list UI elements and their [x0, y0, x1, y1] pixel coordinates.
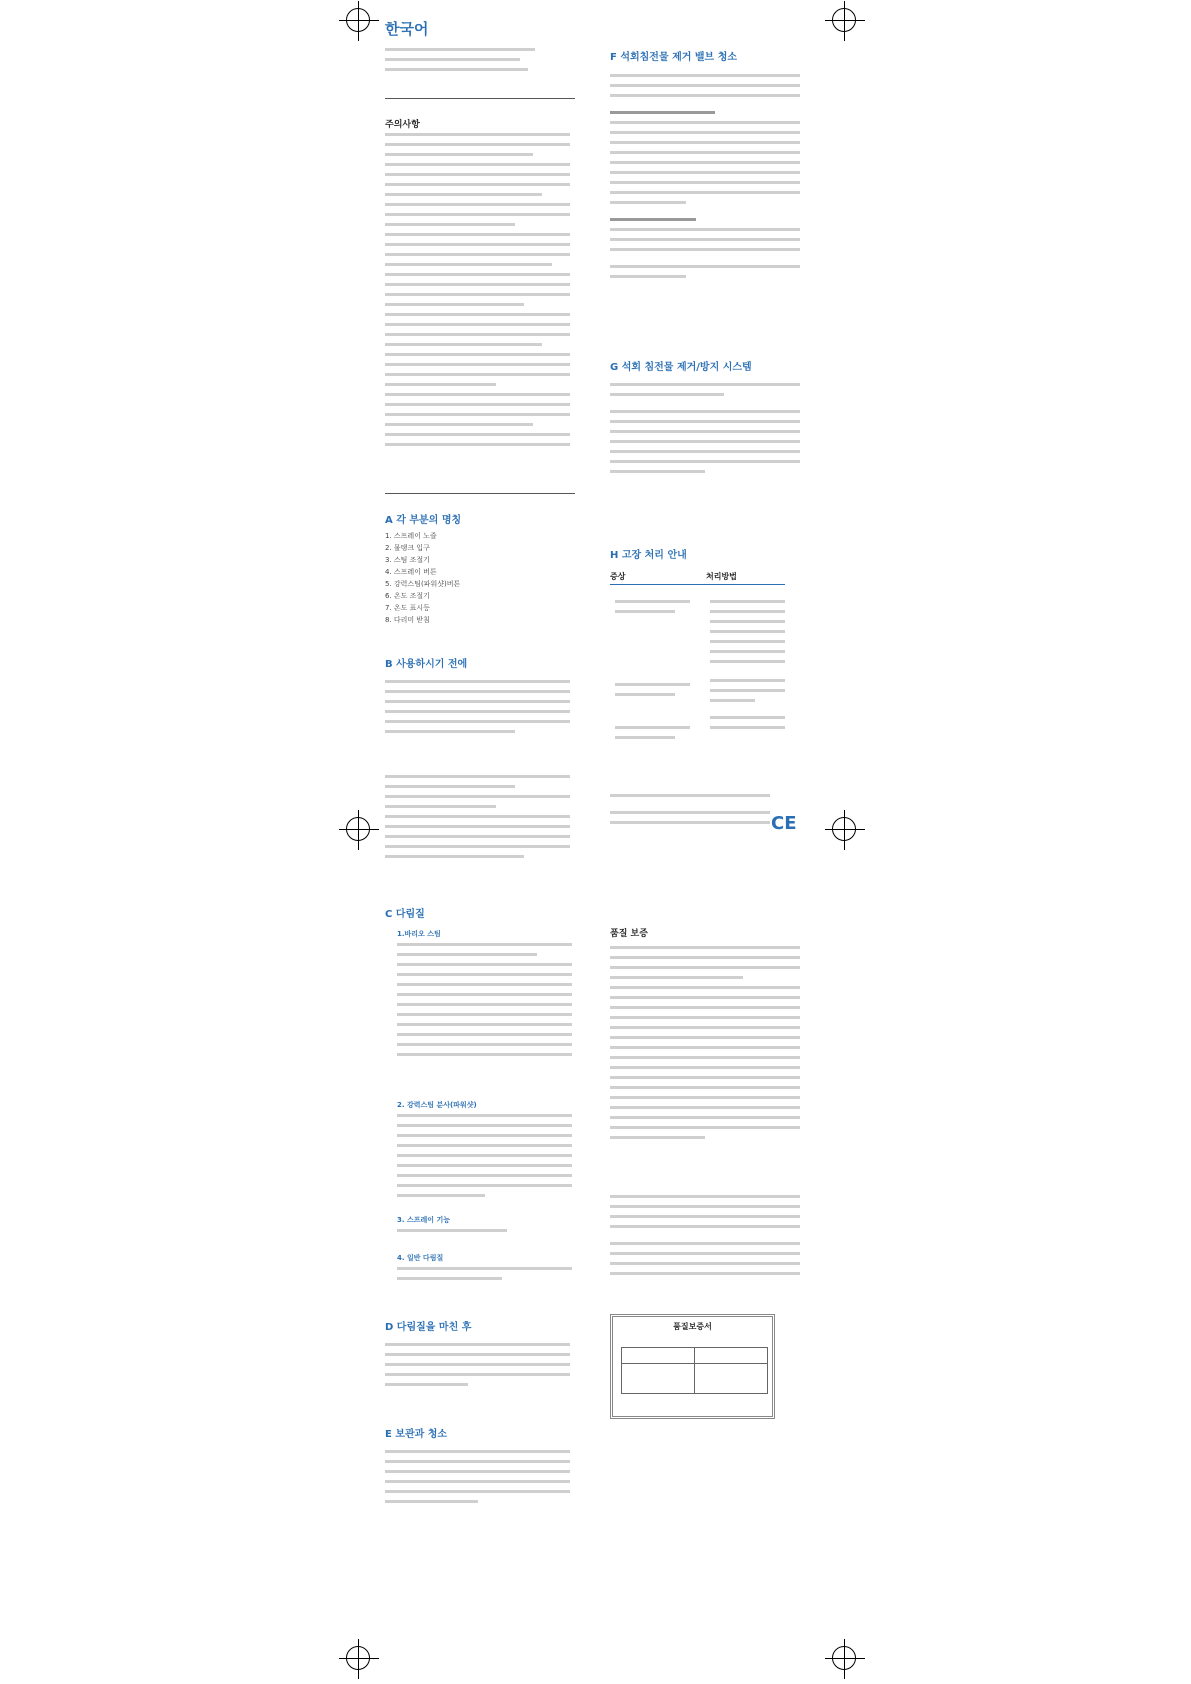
ce-mark-icon: CE: [771, 813, 797, 834]
list-item: 7. 온도 표시등: [385, 604, 430, 612]
section-g-heading: G 석회 침전물 제거/방지 시스템: [610, 362, 752, 373]
crop-mark-icon: [346, 8, 370, 32]
section-h-heading: H 고장 처리 안내: [610, 550, 687, 561]
section-b-bullets: [385, 775, 570, 865]
certificate-title: 품질보증서: [673, 1322, 712, 1331]
crop-mark-icon: [832, 817, 856, 841]
section-c-text: [397, 943, 572, 1063]
section-c-heading: C 다림질: [385, 909, 425, 920]
remedy-column-header: 처리방법: [706, 572, 737, 581]
list-item: 8. 다리미 받침: [385, 616, 430, 624]
section-f-heading: F 석회침전물 제거 밸브 청소: [610, 52, 738, 63]
list-item: 1. 스프레이 노즐: [385, 532, 437, 540]
divider: [385, 493, 575, 494]
precautions-heading: 주의사항: [385, 120, 420, 130]
troubleshooting-table-header: [610, 571, 785, 585]
power-shot-text: [397, 1114, 572, 1204]
list-item: 5. 강력스팀(파워샷)버튼: [385, 580, 461, 588]
section-d-heading: D 다림질을 마친 후: [385, 1322, 472, 1333]
language-title: 한국어: [385, 20, 429, 38]
vario-steam-subheading: 1.바리오 스팀: [397, 930, 441, 938]
parts-list: [385, 530, 460, 626]
list-item: 6. 온도 조절기: [385, 592, 430, 600]
section-e-text: [385, 1450, 570, 1510]
symptom-column-header: 증상: [610, 572, 626, 581]
crop-mark-icon: [346, 817, 370, 841]
spray-text: [397, 1229, 507, 1239]
section-e-heading: E 보관과 청소: [385, 1429, 448, 1440]
crop-mark-icon: [832, 1646, 856, 1670]
troubleshooting-symptoms: [615, 600, 690, 746]
dry-ironing-subheading: 4. 일반 다림질: [397, 1254, 444, 1262]
section-d-text: [385, 1343, 570, 1393]
dry-ironing-text: [397, 1267, 572, 1287]
section-f-text: [610, 74, 800, 285]
precautions-text: [385, 133, 570, 453]
certificate-grid: [621, 1347, 768, 1394]
power-shot-subheading: 2. 강력스팀 분사(파워샷): [397, 1101, 477, 1109]
warranty-certificate: [610, 1314, 775, 1419]
section-a-heading: A 각 부분의 명칭: [385, 515, 462, 526]
notice-text: [610, 794, 770, 831]
crop-mark-icon: [832, 8, 856, 32]
divider: [385, 98, 575, 99]
intro-text: [385, 48, 535, 78]
warranty-text: [610, 946, 800, 1146]
service-text: [610, 1195, 800, 1282]
spray-subheading: 3. 스프레이 기능: [397, 1216, 450, 1224]
crop-mark-icon: [346, 1646, 370, 1670]
list-item: 4. 스프레이 버튼: [385, 568, 437, 576]
section-g-text: [610, 383, 800, 480]
warranty-heading: 품질 보증: [610, 929, 648, 939]
list-item: 2. 물탱크 입구: [385, 544, 430, 552]
section-b-text: [385, 680, 570, 740]
troubleshooting-remedies: [710, 600, 785, 736]
list-item: 3. 스팀 조절기: [385, 556, 430, 564]
section-b-heading: B 사용하시기 전에: [385, 659, 468, 670]
